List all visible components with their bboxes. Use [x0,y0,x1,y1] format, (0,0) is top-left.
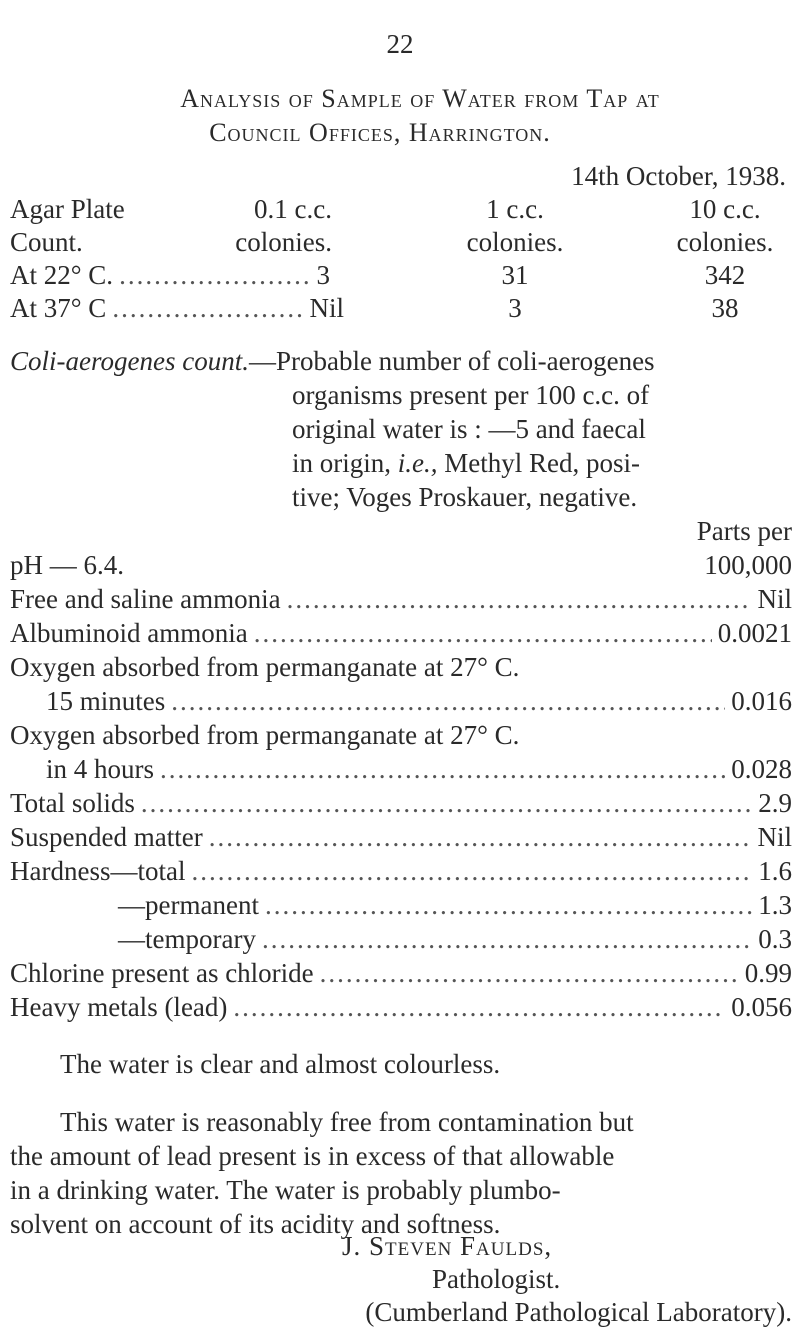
remark-paragraph-2-line-1: This water is reasonably free from contamination but [60,1107,634,1137]
table-row [10,617,792,650]
remark-paragraph-2-line-2: the amount of lead present is in excess of that allowable [10,1141,615,1171]
laboratory-name: (Cumberland Pathological Laboratory). [365,1297,792,1327]
coli-text-4c: Methyl Red, posi- [444,448,640,478]
table-row [10,259,330,292]
row-label-cont: in 4 hours [46,754,154,784]
table-row [46,753,792,786]
plate-header-col2-2: colonies. [466,227,564,257]
plate-header-col2-1: 1 c.c. [486,194,544,224]
table-row [118,889,792,922]
title-line-2: Council Offices, Harrington. [209,118,551,147]
report-date: 14th October, 1938. [571,161,786,191]
row-value: 1.3 [758,890,792,920]
page-number: 22 [386,29,414,59]
row-label: Oxygen absorbed from permanganate at 27° C. [10,652,520,682]
row-value: 3 [508,293,522,323]
row-label: At 22° C. [10,260,114,290]
table-row [10,821,792,854]
row-value: 38 [711,293,739,323]
plate-header-col1-1: 0.1 c.c. [254,194,332,224]
plate-header-col3-1: 10 c.c. [689,194,761,224]
coli-text-5: tive; Voges Proskauer, negative. [292,482,638,512]
signatory-name: J. Steven Faulds, [342,1231,553,1261]
table-row [10,991,792,1024]
row-value: Nil [309,293,344,323]
coli-text-4b: i.e., [397,448,438,478]
row-label: Heavy metals (lead) [10,992,228,1022]
row-label: Total solids [10,788,135,818]
coli-text-2: organisms present per 100 c.c. of [292,380,650,410]
table-row [10,292,344,325]
row-value: 0.056 [731,992,792,1022]
plate-header-col3-2: colonies. [676,227,774,257]
coli-text-3: original water is : —5 and faecal [292,414,646,444]
plate-header-col1-2: colonies. [235,227,332,257]
plate-header-label-1: Agar Plate [10,194,125,224]
row-label: Suspended matter [10,822,203,852]
parts-header-1: Parts per [696,516,792,546]
coli-text-4a: in origin, [292,448,391,478]
row-value: 31 [501,260,529,290]
plate-header-label-2: Count. [10,227,83,257]
row-label: Albuminoid ammonia [10,618,248,648]
row-value: 3 [316,260,330,290]
row-value: 0.99 [744,958,792,988]
table-row [46,685,792,718]
row-value: 2.9 [758,788,792,818]
row-label-cont: 15 minutes [46,686,166,716]
coli-label: Coli-aerogenes count. [10,346,249,376]
row-label: Chlorine present as chloride [10,958,314,988]
table-row [10,787,792,820]
signatory-role: Pathologist. [432,1264,561,1294]
row-value: 0.3 [758,924,792,954]
table-row [10,855,792,888]
row-label: Hardness—total [10,856,186,886]
title-line-1: Analysis of Sample of Water from Tap at [180,84,660,113]
row-label: At 37° C [10,293,107,323]
parts-header-2: 100,000 [704,550,792,580]
table-row [10,583,792,616]
table-row [118,923,792,956]
ph-value: pH — 6.4. [10,550,124,580]
row-label: Free and saline ammonia [10,584,281,614]
coli-text-1: —Probable number of coli-aerogenes [248,346,655,376]
remark-paragraph-2-line-4: solvent on account of its acidity and softness. [10,1209,501,1239]
row-value: 0.0021 [717,618,792,648]
row-value: 342 [704,260,746,290]
row-value: 0.016 [731,686,792,716]
remark-paragraph-1: The water is clear and almost colourless. [60,1049,501,1079]
row-value: Nil [757,822,792,852]
row-value: 0.028 [731,754,792,784]
row-label: —temporary [118,924,256,954]
row-label: —permanent [118,890,259,920]
row-value: 1.6 [758,856,792,886]
row-label: Oxygen absorbed from permanganate at 27° C. [10,720,520,750]
remark-paragraph-2-line-3: in a drinking water. The water is probably plumbo- [10,1175,561,1205]
table-row [10,957,792,990]
row-value: Nil [757,584,792,614]
